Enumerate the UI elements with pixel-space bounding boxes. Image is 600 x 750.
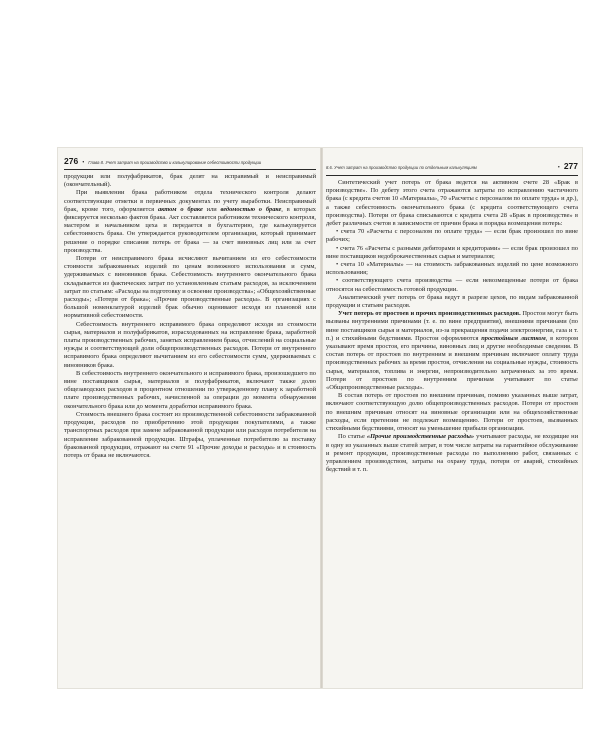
left-header-marker: • — [82, 160, 85, 166]
paragraph-text: , в котором указывают время простоя, его причины, виновных лиц и другие необходимые сведения. В состав потерь от простоев по внутренним и внешним причинам включают оплату труда производственных рабочих за время простоя, отчисления на социальные нужды, стоимость сырья, материалов, топлива и энергии, непроизводительно затраченных за это время. Потери от простоев по внутренним причинам учитывают по статье «Общепроизводственные расходы». — [326, 334, 578, 392]
left-paragraph: Стоимость внешнего брака состоит из производственной себестоимости забракованной продукции, расходов по приобретению этой продукции покупателями, а также транспортных расходов при замене забракованной продукции или расходов потребителя на исправление забракованной продукции. Штрафы, уплаченные потребителю за поставку бракованной продукции, отражают на счете 91 «Прочие доходы и расходы» и в стоимость потерь от брака не включаются. — [64, 410, 316, 459]
paragraph-text: По статье — [338, 433, 367, 441]
right-section-title: 8.6. Учет затрат на производство продукции по отдельным калькуляциям — [326, 165, 477, 170]
right-running-head — [326, 156, 578, 176]
paragraph-text: , в которых фиксируется несколько фактов брака. Акт составляется работником технического контроля, мастером и начальником цеха и передается в бухгалтерию, где калькулируется себестоимость брака. Он утверждается руководителем организации, который принимает решение о порядке списания потерь от брака — за счет виновных лиц или за счет производства. — [64, 205, 316, 254]
right-paragraph — [326, 433, 578, 474]
section-subheading: Учет потерь от простоев и прочих производственных расходов. — [338, 310, 521, 318]
left-page-text — [64, 173, 316, 460]
right-page-text — [326, 179, 578, 474]
term-prochie-rashody: «Прочие производственные расходы» — [366, 433, 475, 441]
right-page-number: 277 — [563, 161, 578, 171]
term-akt-o-brake: актом о браке — [157, 205, 203, 213]
right-paragraph — [326, 310, 578, 392]
right-paragraph: Синтетический учет потерь от брака ведется на активном счете 28 «Брак в производстве». По дебету этого счета отражаются затраты по исправлению частичного брака (с кредита счетов 10 «Материалы», 70 «Расчеты с персоналом по оплате труда» и др.), а также себестоимость окончательного брака (с кредита соответствующего счета производства). Потери от брака списываются с кредита счета 28 «Брак в производстве» в дебет различных счетов в зависимости от причин брака и порядка возмещения потерь: — [326, 179, 578, 228]
left-page — [64, 156, 316, 686]
left-paragraph — [64, 189, 316, 255]
term-vedomost-o-brake: ведомостью о браке — [220, 205, 282, 213]
book-gutter — [320, 148, 323, 688]
right-page — [326, 156, 578, 686]
list-item: • счета 76 «Расчеты с разными дебиторами и кредиторами» — если брак произошел по вине поставщиков недоброкачественных сырья и материалов; — [326, 244, 578, 260]
left-chapter-title: Глава 8. Учет затрат на производство и калькулирование себестоимости продукции — [88, 160, 262, 165]
paragraph-text: При выявлении брака работником отдела технического контроля делают соответствующие отметки в первичных документах по учету выработки. Неисправимый брак, кроме того, оформляется — [64, 189, 316, 213]
list-item: • соответствующего счета производства — если невозмещенные потери от брака относятся на себестоимость готовой продукции. — [326, 277, 578, 293]
list-item: • счета 70 «Расчеты с персоналом по оплате труда» — если брак произошел по вине рабочих; — [326, 228, 578, 244]
left-paragraph: В себестоимость внутреннего окончательного и исправимого брака, произошедшего по вине поставщиков сырья, материалов и полуфабрикатов, включают также долю общезаводских расходов в процентном отношении по утвержденному плану к заработной плате производственных рабочих, начисленной за операции до момента обнаружения окончательного брака или до момента доработки исправимого брака. — [64, 369, 316, 410]
term-prostoiny-listok: простойным листком — [481, 334, 546, 342]
left-paragraph: Потери от неисправимого брака исчисляют вычитанием из его себестоимости стоимости забракованных изделий по ценам возможного использования и сумм, удерживаемых с виновников брака. Себестоимость внутреннего окончательного брака складывается из фактических затрат по установленным статьям расходов, за исключением затрат по статьям: «Расходы на подготовку и освоение производства»; «Общехозяйственные расходы»; «Потери от брака»; «Прочие производственные расходы». В организациях с большой номенклатурой изделий брак обычно оценивают исходя из плановой или нормативной себестоимости. — [64, 255, 316, 320]
book-spread — [58, 148, 582, 688]
left-page-number: 276 — [64, 156, 79, 166]
right-header-marker: • — [557, 165, 560, 171]
right-paragraph: Аналитический учет потерь от брака ведут в разрезе цехов, по видам забракованной продукции и статьям расходов. — [326, 293, 578, 310]
paragraph-text: учитывают расходы, не входящие ни в одну из указанных выше статей затрат, в том числе затраты на гарантийное обслуживание и ремонт продукции, производственные расходы по выполнению работ, связанных с управлением производством, затраты на охрану труда, потери от аварий, стихийных бедствий и т. п. — [326, 433, 578, 474]
paragraph-text: Простои могут быть вызваны внутренними причинами (т. е. по вине предприятия), внешними причинами (по вине поставщиков сырья и материалов, из-за прекращения подачи электроэнергии, газа и т. п.) и стихийными бедствиями. Простои оформляются — [326, 310, 578, 342]
left-running-head — [64, 156, 316, 170]
paragraph-text: или — [202, 205, 221, 213]
right-paragraph: В состав потерь от простоев по внешним причинам, помимо указанных выше затрат, включают соответствующую долю общепроизводственных расходов. Потери от простоев по внешним причинам относят на виновные организации или на общехозяйственные расходы, если претензии не подлежат возмещению. Потери от простоев, вызванных стихийными бедствиями, относят на уменьшение прибыли организации. — [326, 392, 578, 433]
right-page-number-group — [558, 156, 578, 174]
left-paragraph: Себестоимость внутреннего исправимого брака определяют исходя из стоимости сырья, материалов и полуфабрикатов, израсходованных на исправление брака, заработной платы производственных рабочих, занятых исправлением брака, отчислений на социальные нужды и соответствующей доли общепроизводственных расходов. Потери от внутреннего исправимого брака определяют вычитанием из его себестоимости сумм, удерживаемых с виновников брака. — [64, 320, 316, 369]
left-paragraph: продукции или полуфабрикатов, брак делят на исправимый и неисправимый (окончательный). — [64, 173, 316, 189]
list-item: • счета 10 «Материалы» — на стоимость забракованных изделий по цене возможного использования; — [326, 261, 578, 277]
